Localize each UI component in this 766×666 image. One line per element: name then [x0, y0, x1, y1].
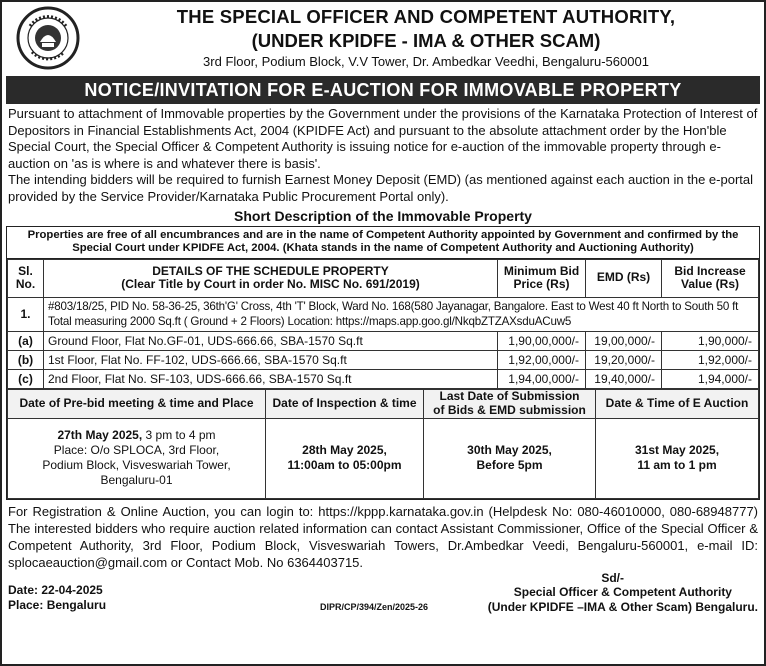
auction-date: 31st May 2025, — [634, 443, 720, 458]
emd-value: 19,00,000/- — [586, 331, 662, 350]
emd-value: 19,40,000/- — [586, 369, 662, 388]
row-sl: (b) — [8, 350, 44, 369]
header-min-bid: Minimum Bid Price (Rs) — [498, 259, 586, 297]
intro-paragraph-1: Pursuant to attachment of Immovable properties by the Government under the provisions of the Karnataka Protection of Interest of Depositors in Financial Establishments Act, 2004 (KPIDFE Act) and pursuant to the absolute attachment order by the Hon'ble Special Court, the Special Officer & Competent Authority is issuing notice for e-auction of the immovable property through e-auction on 'as is where is and whatever there is basis'. — [8, 106, 758, 171]
footer — [2, 571, 764, 621]
inspection-time: 11:00am to 05:00pm — [287, 458, 402, 473]
header-submission-line1: Last Date of Submission — [439, 389, 580, 404]
bid-increase-value: 1,94,000/- — [662, 369, 759, 388]
auction-cell — [596, 418, 759, 498]
signatory-title: Special Officer & Competent Authority — [513, 584, 732, 599]
header-sl: Sl. No. — [8, 259, 44, 297]
header-details — [44, 259, 498, 297]
table-row — [8, 350, 759, 369]
prebid-cell — [8, 418, 266, 498]
table-row — [8, 331, 759, 350]
prebid-place-line3: Bengaluru-01 — [100, 473, 173, 488]
signatory — [488, 585, 758, 615]
min-bid-value: 1,92,00,000/- — [498, 350, 586, 369]
prebid-time: 3 pm to 4 pm — [142, 428, 216, 443]
prebid-place-line1: Place: O/o SPLOCA, 3rd Floor, — [53, 443, 220, 458]
schedule-header-row — [8, 389, 759, 418]
schedule-table — [7, 389, 759, 499]
row-sl: (a) — [8, 331, 44, 350]
min-bid-value: 1,94,00,000/- — [498, 369, 586, 388]
short-description-title: Short Description of the Immovable Property — [234, 207, 532, 224]
authority-title: THE SPECIAL OFFICER AND COMPETENT AUTHORITY, — [176, 6, 676, 27]
table-header-row — [8, 259, 759, 297]
bid-increase-value: 1,92,000/- — [662, 350, 759, 369]
submission-time: Before 5pm — [476, 458, 543, 473]
property-table — [7, 259, 759, 389]
flat-details: 2nd Floor, Flat No. SF-103, UDS-666.66, SBA-1570 Sq.ft — [44, 369, 498, 388]
prebid-place-line2: Podium Block, Visveswariah Tower, — [42, 458, 231, 473]
header-submission — [424, 389, 596, 418]
signatory-office: (Under KPIDFE –IMA & Other Scam) Bengaluru. — [487, 599, 758, 614]
signature-mark: Sd/- — [601, 570, 624, 585]
auction-time: 11 am to 1 pm — [637, 458, 717, 473]
header — [2, 2, 764, 76]
property-details: #803/18/25, PID No. 58-36-25, 36th'G' Cross, 4th 'T' Block, Ward No. 168(580 Jayanagar, Bangalore. East to West 40 ft North to South 50 ft Total measuring 2000 Sq.ft ( Ground + 2 Floors) Location: https://maps.app.goo.gl/NkqbZTZAXsduACuw5 — [44, 297, 759, 331]
flat-details: Ground Floor, Flat No.GF-01, UDS-666.66, SBA-1570 Sq.ft — [44, 331, 498, 350]
property-box — [6, 226, 760, 500]
header-submission-line2: of Bids & EMD submission — [433, 402, 586, 417]
notice-date: Date: 22-04-2025 — [8, 582, 103, 597]
header-auction: Date & Time of E Auction — [596, 389, 759, 418]
table-row — [8, 297, 759, 331]
date-place — [8, 583, 106, 613]
header-details-line2: (Clear Title by Court in order No. MISC No. 691/2019) — [121, 277, 420, 292]
row-sl: (c) — [8, 369, 44, 388]
intro-paragraph-2: The intending bidders will be required to furnish Earnest Money Deposit (EMD) (as mentioned against each auction in the e-portal provided by the Service Provider/Karnataka Public Procurement Portal only). — [8, 172, 754, 204]
header-bid-increase: Bid Increase Value (Rs) — [662, 259, 759, 297]
intro-text — [2, 104, 764, 206]
government-seal-icon — [16, 6, 80, 70]
inspection-date: 28th May 2025, — [302, 443, 387, 458]
registration-info: For Registration & Online Auction, you can login to: https://kppp.karnataka.gov.in (Helpdesk No: 080-46010000, 080-68948777) The interested bidders who require auction related information can contact Assistant Commissioner, Office of the Special Officer & Competent Authority, 3rd Floor, Podium Block, Visveswariah Towers, Dr.Ambedkar Veedi, Bengaluru-560001, e-mail ID: splocaeauction@gmail.com or Contact Mob. No 6364403715. — [8, 503, 758, 570]
submission-cell — [424, 418, 596, 498]
schedule-row — [8, 418, 759, 498]
encumbrance-note: Properties are free of all encumbrances and are in the name of Competent Authority appointed by Government and confirmed by the Special Court under KPIDFE Act, 2004. (Khata stands in the name of Competent Authority and Auctioning Authority) — [7, 227, 759, 259]
table-row — [8, 369, 759, 388]
inspection-cell — [266, 418, 424, 498]
dipr-reference: DIPR/CP/394/Zen/2025-26 — [320, 601, 429, 612]
row-sl: 1. — [8, 297, 44, 331]
header-details-line1: DETAILS OF THE SCHEDULE PROPERTY — [152, 263, 389, 278]
header-prebid: Date of Pre-bid meeting & time and Place — [8, 389, 266, 418]
authority-subtitle: (UNDER KPIDFE - IMA & OTHER SCAM) — [251, 30, 601, 51]
notice-banner: NOTICE/INVITATION FOR E-AUCTION FOR IMMOVABLE PROPERTY — [6, 76, 760, 104]
flat-details: 1st Floor, Flat No. FF-102, UDS-666.66, SBA-1570 Sq.ft — [44, 350, 498, 369]
bid-increase-value: 1,90,000/- — [662, 331, 759, 350]
authority-address: 3rd Floor, Podium Block, V.V Tower, Dr. Ambedkar Veedhi, Bengaluru-560001 — [203, 54, 649, 69]
submission-date: 30th May 2025, — [467, 443, 552, 458]
emd-value: 19,20,000/- — [586, 350, 662, 369]
min-bid-value: 1,90,00,000/- — [498, 331, 586, 350]
header-inspection: Date of Inspection & time — [266, 389, 424, 418]
prebid-datetime — [8, 428, 265, 443]
notice-place: Place: Bengaluru — [8, 597, 107, 612]
prebid-date: 27th May 2025, — [57, 428, 143, 443]
header-emd: EMD (Rs) — [586, 259, 662, 297]
